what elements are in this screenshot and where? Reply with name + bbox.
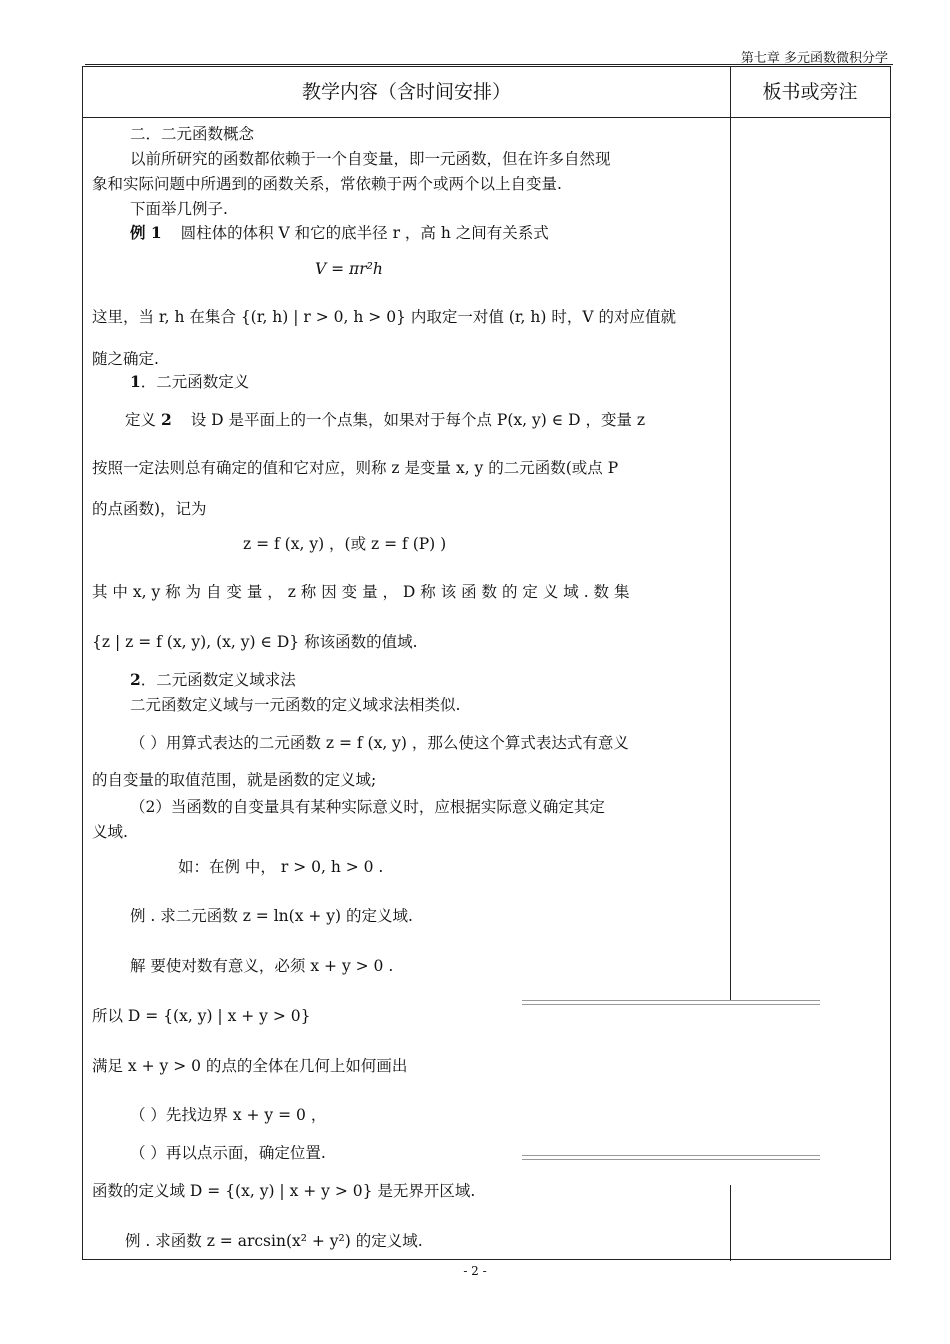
subsection-number: 2: [130, 670, 141, 689]
example-label: 例 1: [130, 223, 162, 242]
example-line: 例 . 求函数 z = arcsin(x² + y²) 的定义域.: [125, 1232, 423, 1250]
paragraph-line: 象和实际问题中所遇到的函数关系，常依赖于两个或两个以上自变量.: [92, 175, 562, 193]
page-number: - 2 -: [463, 1264, 487, 1278]
table-gap-rule: [522, 1000, 820, 1005]
definition-text: 设 D 是平面上的一个点集，如果对于每个点 P(x, y) ∈ D ，变量 z: [190, 411, 646, 429]
paragraph-line: （2）当函数的自变量具有某种实际意义时，应根据实际意义确定其定: [130, 798, 605, 816]
paragraph-line: 的点函数)，记为: [92, 500, 207, 518]
example-line: [130, 221, 549, 243]
paragraph-line: （ ）先找边界 x + y = 0 ，: [130, 1106, 327, 1124]
paragraph-line: {z | z = f (x, y), (x, y) ∈ D} 称该函数的值域.: [92, 633, 418, 651]
chapter-header: 第七章 多元函数微积分学: [740, 51, 888, 66]
paragraph-line: 满足 x + y > 0 的点的全体在几何上如何画出: [92, 1057, 408, 1075]
paragraph-line: 以前所研究的函数都依赖于一个自变量，即一元函数，但在许多自然现: [130, 150, 611, 168]
paragraph-line: 其 中 x, y 称 为 自 变 量 ， z 称 因 变 量 ， D 称 该 函 数 的 定 义 域 . 数 集: [92, 583, 630, 601]
paragraph-line: 义域.: [92, 823, 128, 841]
paragraph-line: 如：在例 中， r > 0, h > 0 .: [178, 858, 384, 876]
example-text: 圆柱体的体积 V 和它的底半径 r ，高 h 之间有关系式: [180, 224, 549, 242]
paragraph-line: 下面举几例子.: [130, 200, 228, 218]
subsection-text: ．二元函数定义: [140, 373, 250, 391]
paragraph-line: 的自变量的取值范围，就是函数的定义域;: [92, 771, 377, 789]
subsection-title: [130, 370, 249, 392]
formula: V = πr²h: [315, 260, 383, 278]
paragraph-line: 二元函数定义域与一元函数的定义域求法相类似.: [130, 696, 461, 714]
column-header-content: 教学内容（含时间安排）: [301, 81, 511, 103]
subsection-title: [130, 668, 296, 690]
section-title: 二．二元函数概念: [130, 125, 255, 143]
paragraph-line: 所以 D = {(x, y) | x + y > 0}: [92, 1007, 311, 1025]
paragraph-line: 函数的定义域 D = {(x, y) | x + y > 0} 是无界开区域.: [92, 1182, 476, 1200]
column-header-notes: 板书或旁注: [762, 81, 858, 103]
definition-label: 定义: [125, 411, 157, 429]
subsection-text: ．二元函数定义域求法: [140, 671, 296, 689]
solution-line: 解 要使对数有意义，必须 x + y > 0 .: [130, 957, 394, 975]
paragraph-line: 按照一定法则总有确定的值和它对应，则称 z 是变量 x, y 的二元函数(或点 P: [92, 459, 619, 477]
definition-number: 2: [160, 410, 172, 429]
subsection-number: 1: [130, 372, 141, 391]
example-line: 例 . 求二元函数 z = ln(x + y) 的定义域.: [130, 907, 413, 925]
lesson-table: [82, 66, 891, 1260]
column-divider: [730, 67, 731, 1001]
table-header-row: [83, 67, 890, 118]
header-rule: [85, 64, 893, 65]
formula: z = f (x, y) ，(或 z = f (P) ): [243, 535, 447, 553]
column-divider-lower: [730, 1185, 731, 1261]
paragraph-line: 这里，当 r, h 在集合 {(r, h) | r > 0, h > 0} 内取定一对值 (r, h) 时，V 的对应值就: [92, 308, 676, 326]
paragraph-line: （ ）再以点示面，确定位置.: [130, 1144, 326, 1162]
table-gap-rule: [522, 1155, 820, 1160]
paragraph-line: （ ）用算式表达的二元函数 z = f (x, y) ，那么使这个算式表达式有意义: [130, 734, 629, 752]
paragraph-line: 随之确定.: [92, 350, 159, 368]
definition-line: [125, 408, 645, 430]
